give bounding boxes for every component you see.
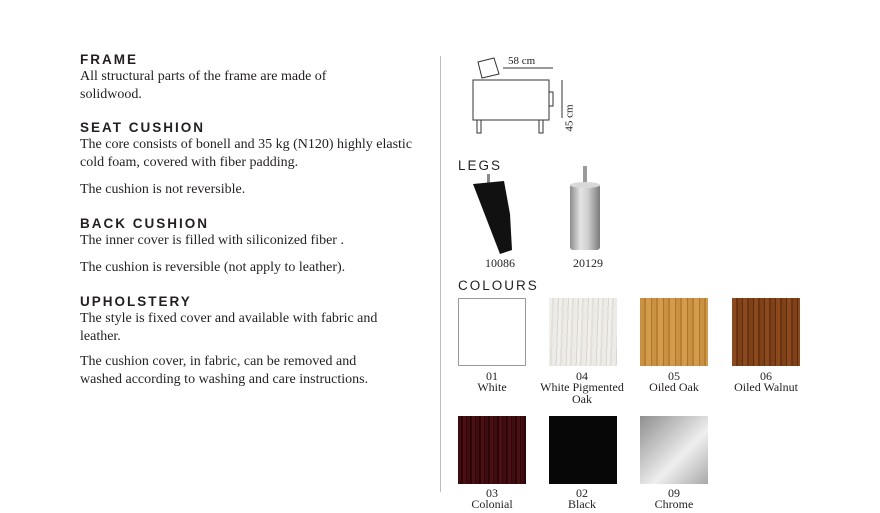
colour-name-colonial: Colonial	[471, 497, 513, 511]
swatch-oiled-walnut	[732, 298, 800, 366]
spec-text-column	[80, 52, 430, 389]
swatch-oiled-oak	[640, 298, 708, 366]
seat-cushion-text-1: The core consists of bonell and 35 kg (N120) highly elastic cold foam, covered with fiber padding.	[80, 137, 413, 170]
depth-dimension: 58 cm	[508, 55, 536, 67]
colour-name-oiled-oak: Oiled Oak	[649, 380, 699, 394]
colours-heading: COLOURS	[458, 278, 539, 293]
colour-code-04: 04	[576, 369, 588, 383]
column-divider	[440, 56, 441, 492]
seat-cushion-text-2: The cushion is not reversible.	[80, 182, 246, 197]
swatch-chrome	[640, 416, 708, 484]
leg-code-20129: 20129	[573, 256, 603, 270]
colour-code-02: 02	[576, 486, 588, 500]
back-cushion-heading: BACK CUSHION	[80, 216, 210, 231]
back-cushion-text-2: The cushion is reversible (not apply to leather).	[80, 260, 346, 275]
colour-name-white-pigmented-oak: White Pigmented Oak	[540, 380, 624, 406]
frame-text: All structural parts of the frame are made of solidwood.	[80, 69, 327, 102]
swatch-white-pigmented-oak	[549, 298, 617, 366]
swatch-colonial	[458, 416, 526, 484]
back-cushion-text-1: The inner cover is filled with siliconized fiber .	[80, 233, 344, 248]
height-dimension: 45 cm	[563, 104, 576, 132]
colour-name-chrome: Chrome	[654, 497, 694, 511]
colour-name-black: Black	[568, 497, 596, 511]
leg-code-10086: 10086	[485, 256, 515, 270]
swatch-white	[458, 298, 526, 366]
legs-heading: LEGS	[458, 158, 503, 173]
upholstery-heading: UPHOLSTERY	[80, 294, 192, 309]
frame-heading: FRAME	[80, 52, 138, 67]
colour-name-white: White	[477, 380, 507, 394]
colour-code-03: 03	[486, 486, 498, 500]
upholstery-text-2: The cushion cover, in fabric, can be removed and washed according to washing and care instructions.	[80, 354, 369, 387]
colour-code-05: 05	[668, 369, 680, 383]
colour-name-oiled-walnut: Oiled Walnut	[734, 380, 798, 394]
colour-code-01: 01	[486, 369, 498, 383]
tapered-black-leg-icon	[470, 174, 526, 254]
swatch-black	[549, 416, 617, 484]
chrome-cylinder-leg-icon	[566, 166, 606, 254]
upholstery-text-1: The style is fixed cover and available with fabric and leather.	[80, 311, 378, 344]
colour-code-09: 09	[668, 486, 680, 500]
colour-code-06: 06	[760, 369, 772, 383]
seat-cushion-heading: SEAT CUSHION	[80, 120, 206, 135]
